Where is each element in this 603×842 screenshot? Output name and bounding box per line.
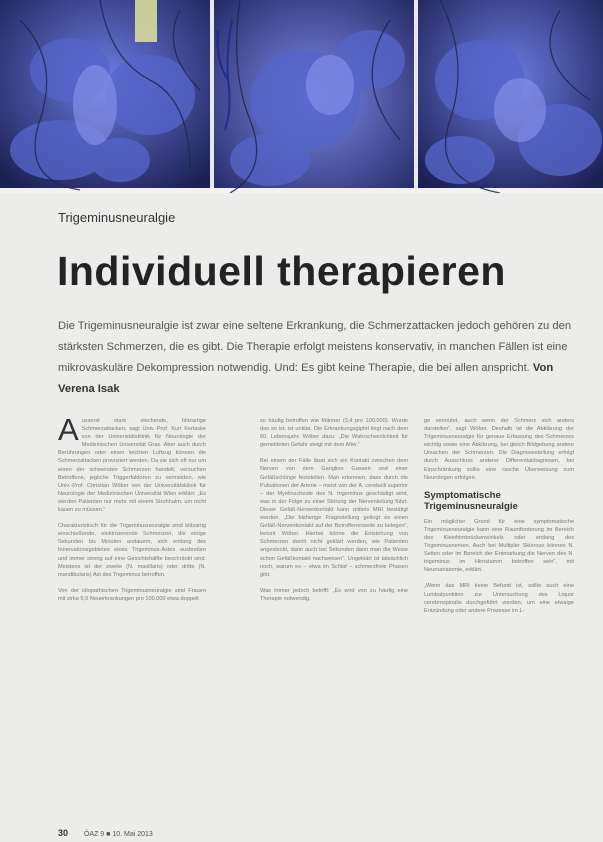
issue-info: ÖAZ 9 ■ 10. Mai 2013 xyxy=(83,831,153,838)
page-footer xyxy=(58,828,153,838)
text-column-2 xyxy=(260,417,408,611)
author-byline: Von Verena Isak xyxy=(58,362,554,395)
article-kicker: Trigeminusneuralgie xyxy=(58,210,176,225)
article-title: Individuell therapieren xyxy=(57,248,506,294)
paragraph-text: usserst stark stechende, blitzartige Schmerzattacken, sagt Univ.-Prof. Kurt Kerlaske von der Universitätsklinik für Neurologie der Medizinischen Universität Graz. Aber auch durch Berührungen oder einen leichten Luftzug können die Schmerzattacken provoziert werden. Da sie sich oft nur um einen der schwersten Schmerzen handelt, versuchen Betroffene, jegliche Triggerfaktoren zu vermeiden, wie Univ.-Prof. Christian Wöber von der Universitätsklinik für Neurologie der Medizinischen Universität Wien erklärt: „Es werden Patienten nur mehr mit einem Strohhalm, um nicht kauen zu müssen.“ xyxy=(58,418,206,514)
text-column-1 xyxy=(58,412,206,611)
text-column-3 xyxy=(424,417,574,623)
article-lead xyxy=(58,316,574,400)
paragraph: „Wenn das MRI keine Befund ist, sollte auch eine Lumbalpunktion zur Untersuchung des Liquor cerebrospinalis durchgeführt werden, um eine etwaige Entzündung oder andere Prozesse im L- xyxy=(424,583,574,614)
paragraph: ge vermutet, auch wenn der Schmerz sich anders darstellen“, sagt Wöber. Deshalb ist die Abklärung der Trigeminusneuralgie für genaue Erfassung des Schmerzes wichtig sowie eine Abklärung, bei gleich Bildgebung andere Ursachen der Schmerzen. Die Diagnosestellung erfolgt durch Ausschluss anderer Differentialdiagnosen, bei Einschränkung sollte eine rasche Überweisung zum Neurologen erfolgen. xyxy=(424,418,574,481)
section-heading: Symptomatische Trigeminusneuralgie xyxy=(424,489,518,512)
header-photo xyxy=(0,0,603,193)
paragraph: Charakteristisch für die Trigeminusneuralgie sind blitzartig einschießende, elektrisierende Schmerzen, die einige Sekunden bis Minuten andauern, sich entlang des Innervationsgebietes eines Trigeminus-Astes ausbreiten und immer streng auf eine Gesichtshälfte beschränkt sind. Meistens ist der zweite (N. maxillaris) oder dritte (N. mandibularis) Ast des Trigeminus betroffen. xyxy=(58,523,206,578)
lead-text: Die Trigeminusneuralgie ist zwar eine seltene Erkrankung, die Schmerzattacken jedoch gehören zu den stärksten Schmerzen, die es gibt. Die Therapie erfolgt meistens konservativ, in manchen Fällen ist eine mikrovaskuläre Dekompression notwendig. Und: Es gibt keine Therapie, die bei allen anspricht. xyxy=(58,320,572,374)
paragraph: so häufig betroffen wie Männer (3,4 pro 100.000). Wurde das so ist, ist unklar. Die Erkrankungsgipfel liegt nach dem 60. Lebensjahr. Wöber dazu: „Die Wahrscheinlichkeit für gemeldeten Gefahr steigt mit dem Alter.“ xyxy=(260,418,408,449)
anatomy-illustration xyxy=(0,0,603,193)
paragraph xyxy=(58,412,206,514)
paragraph: Von der idiopathischen Trigeminusneuralgie sind Frauen mit zirka 5,9 Neuerkrankungen pro 100.000 etwa doppelt xyxy=(58,587,206,602)
paragraph: Ein möglicher Grund für eine symptomatische Trigeminusneuralgie kann eine Raumforderung im Bereich des Kleinhirnbrückenwinkels oder entlang des Trigeminusnerven. Auch bei Multipler Sklerose können N. Seiten oder im Bereich der Entmarkung die Nerven des N. trigeminus im Hirnstamm betroffen sein“, mit Neuroanatomie, erklärt. xyxy=(424,518,574,574)
paragraph: Was immer jedoch betrifft: „Es wird von zu häufig eine Therapie notwendig. xyxy=(260,587,408,602)
drop-cap: A xyxy=(58,412,79,447)
page-number: 30 xyxy=(58,828,69,838)
paragraph: Bei einem der Fälle lässt sich ein Kontakt zwischen dem Nerven von dem Ganglion Gasseri und einer Gefäßschlinge feststellen. Man erkennen, dass durch die Pulsationen der Arterie – meist von der A. cerebelli superior – der Myelinscheide des N. trigeminus geschädigt wird, was in der Folge zu einer Störung der Nervenleitung führt. Dieser Gefäß-Nervenkontakt kann mittels MRI bestätigt werden. „Die bisherige Fragestellung gelingt es einen Gefäß-Nervenkontakt auf der Betroffenenseite zu belegen“, betont Wöber. Hierbei könne die Entstehung von Schmerzen damit nicht geklärt werden, wie Patienten angesteckt, dann auch bei Sekunden dann man die Weise schon Gefäßkontakt nachweisen“. Ungeklärt ist tatsächlich noch, warum es – etwa im Schlaf – schmerzfreie Phasen gibt. xyxy=(260,458,408,578)
